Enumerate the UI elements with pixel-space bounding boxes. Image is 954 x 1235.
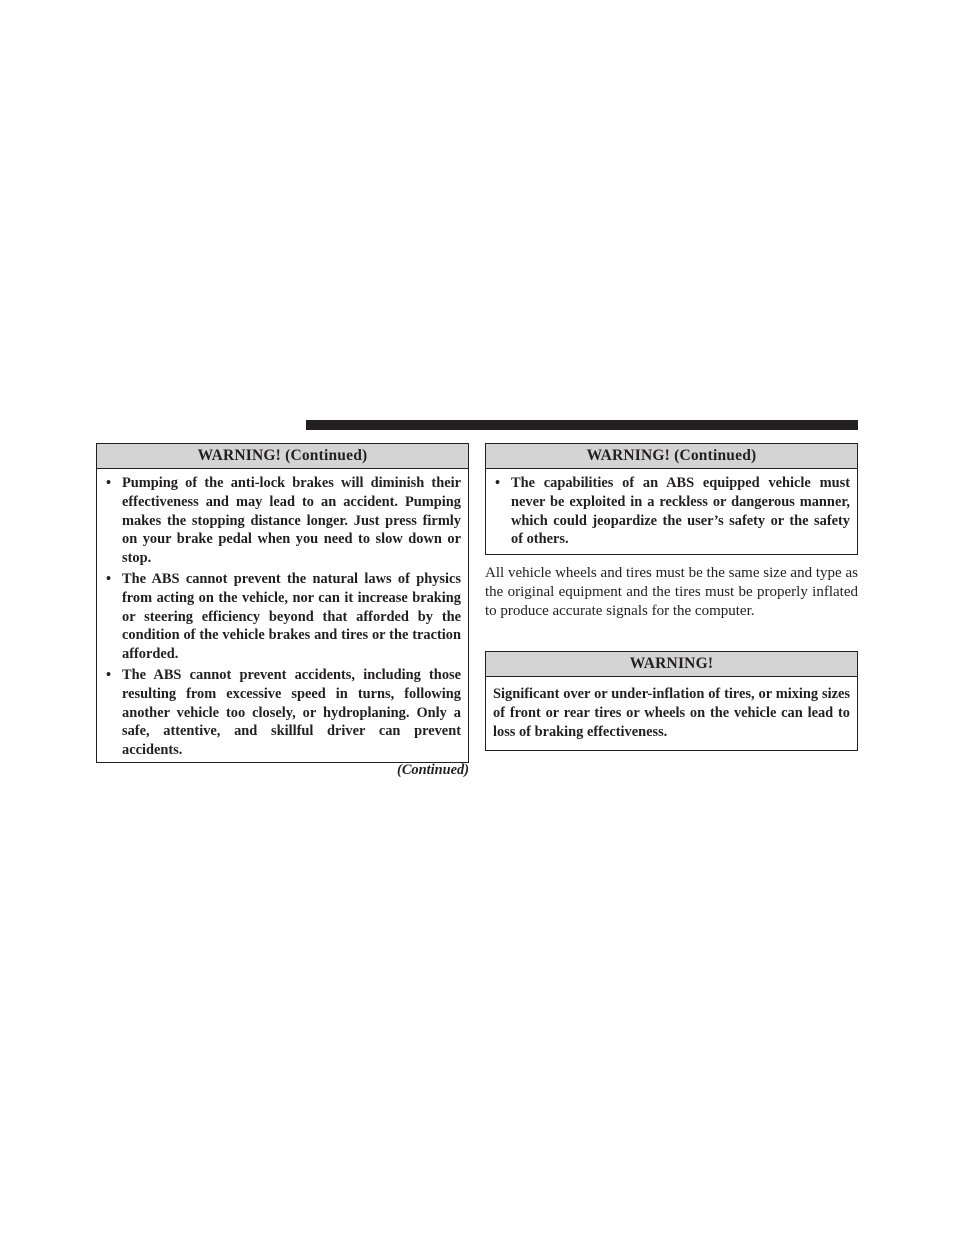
tire-warning-box	[485, 651, 858, 751]
bullet-icon: •	[106, 666, 112, 683]
bullet-icon: •	[495, 475, 501, 491]
body-paragraph: All vehicle wheels and tires must be the same size and type as the original equipment and the tires must be properly inflated to produce accurate signals for the computer.	[485, 565, 858, 619]
list-item	[493, 474, 850, 549]
right-warning-header: WARNING! (Continued)	[486, 444, 857, 469]
tire-warning-header: WARNING!	[486, 652, 857, 677]
bullet-icon: •	[106, 570, 112, 587]
list-item	[104, 666, 461, 760]
left-warning-box	[96, 443, 469, 763]
tire-warning-text: Significant over or under-inflation of tires, or mixing sizes of front or rear tires or wheels on the vehicle can lead to loss of braking effectiveness.	[493, 686, 850, 740]
section-header-bar	[306, 420, 858, 430]
left-warning-header: WARNING! (Continued)	[97, 444, 468, 469]
list-item-text: Pumping of the anti-lock brakes will diminish their effectiveness and may lead to an accident. Pumping makes the stopping distance longer. Just press firmly on your brake pedal when you need to slow down or stop.	[122, 475, 461, 567]
list-item	[104, 570, 461, 664]
list-item-text: The ABS cannot prevent the natural laws of physics from acting on the vehicle, nor can it increase braking or steering efficiency beyond that afforded by the condition of the vehicle brakes and tires or the traction afforded.	[122, 570, 461, 663]
list-item-text: The capabilities of an ABS equipped vehicle must never be exploited in a reckless or dangerous manner, which could jeopardize the user’s safety or the safety of others.	[511, 475, 850, 548]
list-item	[104, 474, 461, 568]
right-warning-list	[486, 469, 857, 557]
list-item-text: The ABS cannot prevent accidents, including those resulting from excessive speed in turns, following another vehicle too closely, or hydroplaning. Only a safe, attentive, and skillful driver can prevent accidents.	[122, 666, 461, 759]
bullet-icon: •	[106, 475, 112, 491]
right-warning-box	[485, 443, 858, 555]
continued-label: (Continued)	[397, 762, 469, 778]
left-warning-list	[97, 469, 468, 768]
